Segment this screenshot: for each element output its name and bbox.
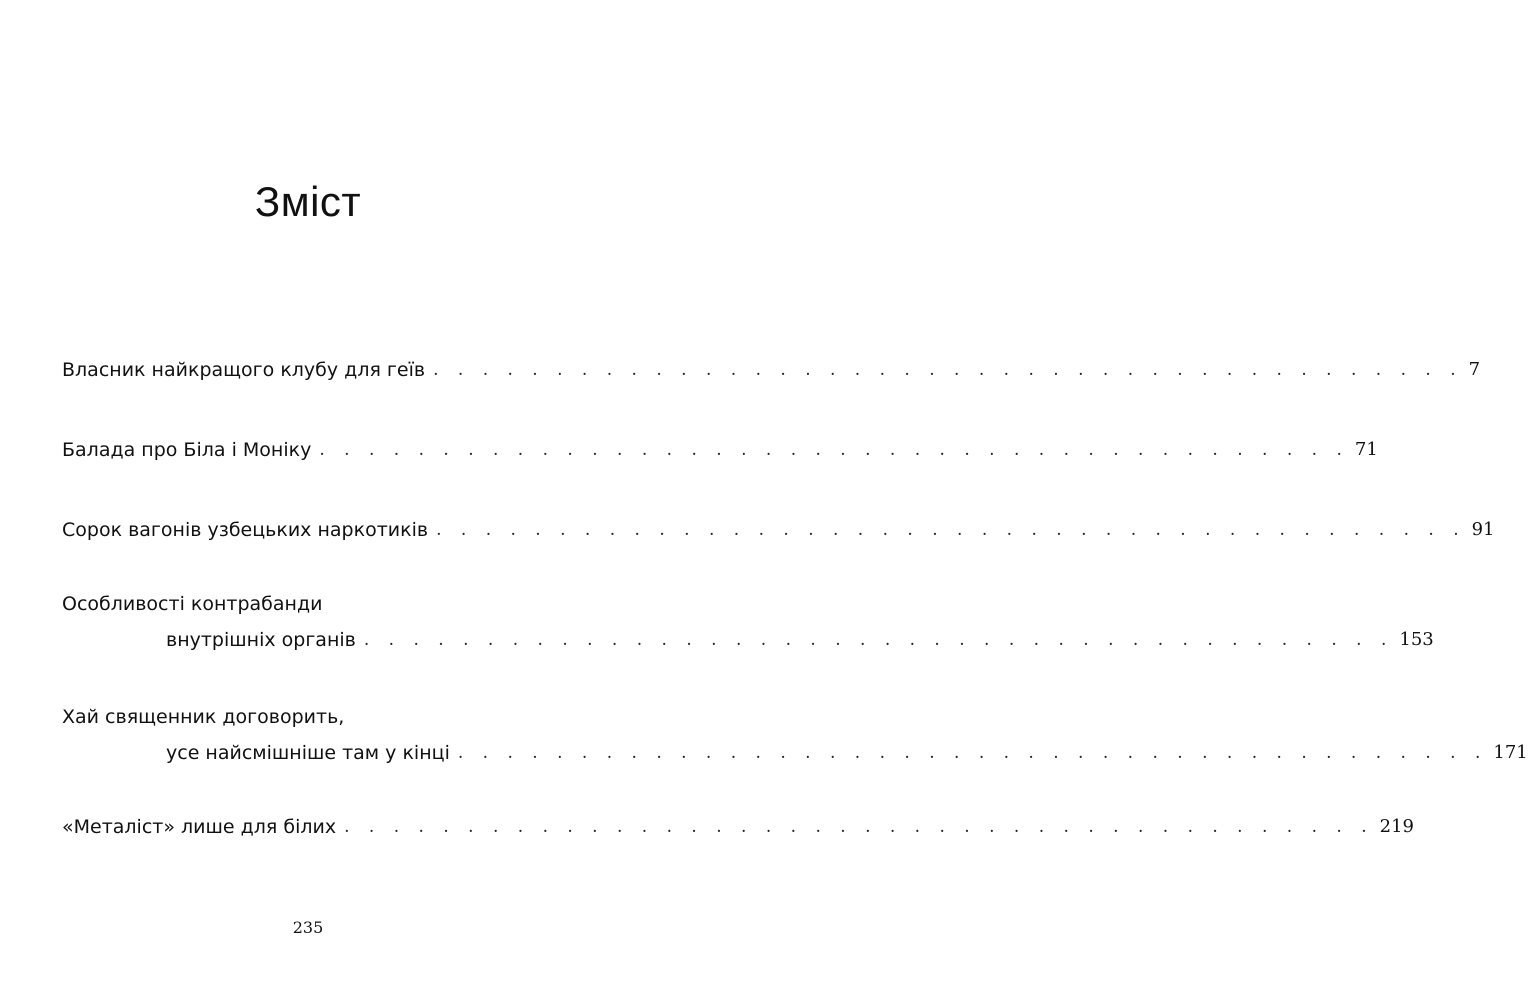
toc-entry-page: 171 [1493, 742, 1528, 763]
toc-entry-title: усе найсмішніше там у кінці [166, 742, 450, 764]
toc-entry [62, 518, 1495, 542]
toc-entry-title: Власник найкращого клубу для геїв [62, 359, 426, 381]
toc-dot-leader: . . . . . . . . . . . . . . . . . . . . . . . . . . . . . . . . . . . . . . . . . . [363, 630, 1394, 650]
toc-entry [166, 628, 1434, 652]
toc-dot-leader: . . . . . . . . . . . . . . . . . . . . . . . . . . . . . . . . . . . . . . . . . . [344, 817, 1374, 837]
toc-entry [62, 438, 1378, 462]
page-number: 235 [292, 918, 324, 937]
toc-dot-leader: . . . . . . . . . . . . . . . . . . . . . . . . . . . . . . . . . . . . . . . . . . [319, 440, 1349, 460]
toc-entry [166, 741, 1528, 765]
toc-entry-title: внутрішніх органів [166, 629, 356, 651]
toc-entry-page: 91 [1471, 519, 1495, 540]
toc-entry [62, 815, 1414, 839]
toc-entry-title-first-line: Особливості контрабанди [62, 593, 323, 615]
page-title: Зміст [254, 178, 362, 225]
toc-entry-page: 153 [1399, 629, 1434, 650]
toc-entry [62, 358, 1481, 382]
toc-entry-title-first-line: Хай священник договорить, [62, 706, 345, 728]
toc-entry-page: 219 [1379, 816, 1414, 837]
toc-entry-page: 7 [1468, 359, 1481, 380]
toc-dot-leader: . . . . . . . . . . . . . . . . . . . . . . . . . . . . . . . . . . . . . . . . . . [457, 743, 1488, 763]
toc-entry-title: «Металіст» лише для білих [62, 816, 337, 838]
toc-entry-title: Сорок вагонів узбецьких наркотиків [62, 519, 429, 541]
toc-entry-page: 71 [1354, 439, 1378, 460]
toc-dot-leader: . . . . . . . . . . . . . . . . . . . . . . . . . . . . . . . . . . . . . . . . . . [436, 520, 1466, 540]
toc-dot-leader: . . . . . . . . . . . . . . . . . . . . . . . . . . . . . . . . . . . . . . . . . . [433, 360, 1463, 380]
toc-entry-title: Балада про Біла і Моніку [62, 439, 312, 461]
